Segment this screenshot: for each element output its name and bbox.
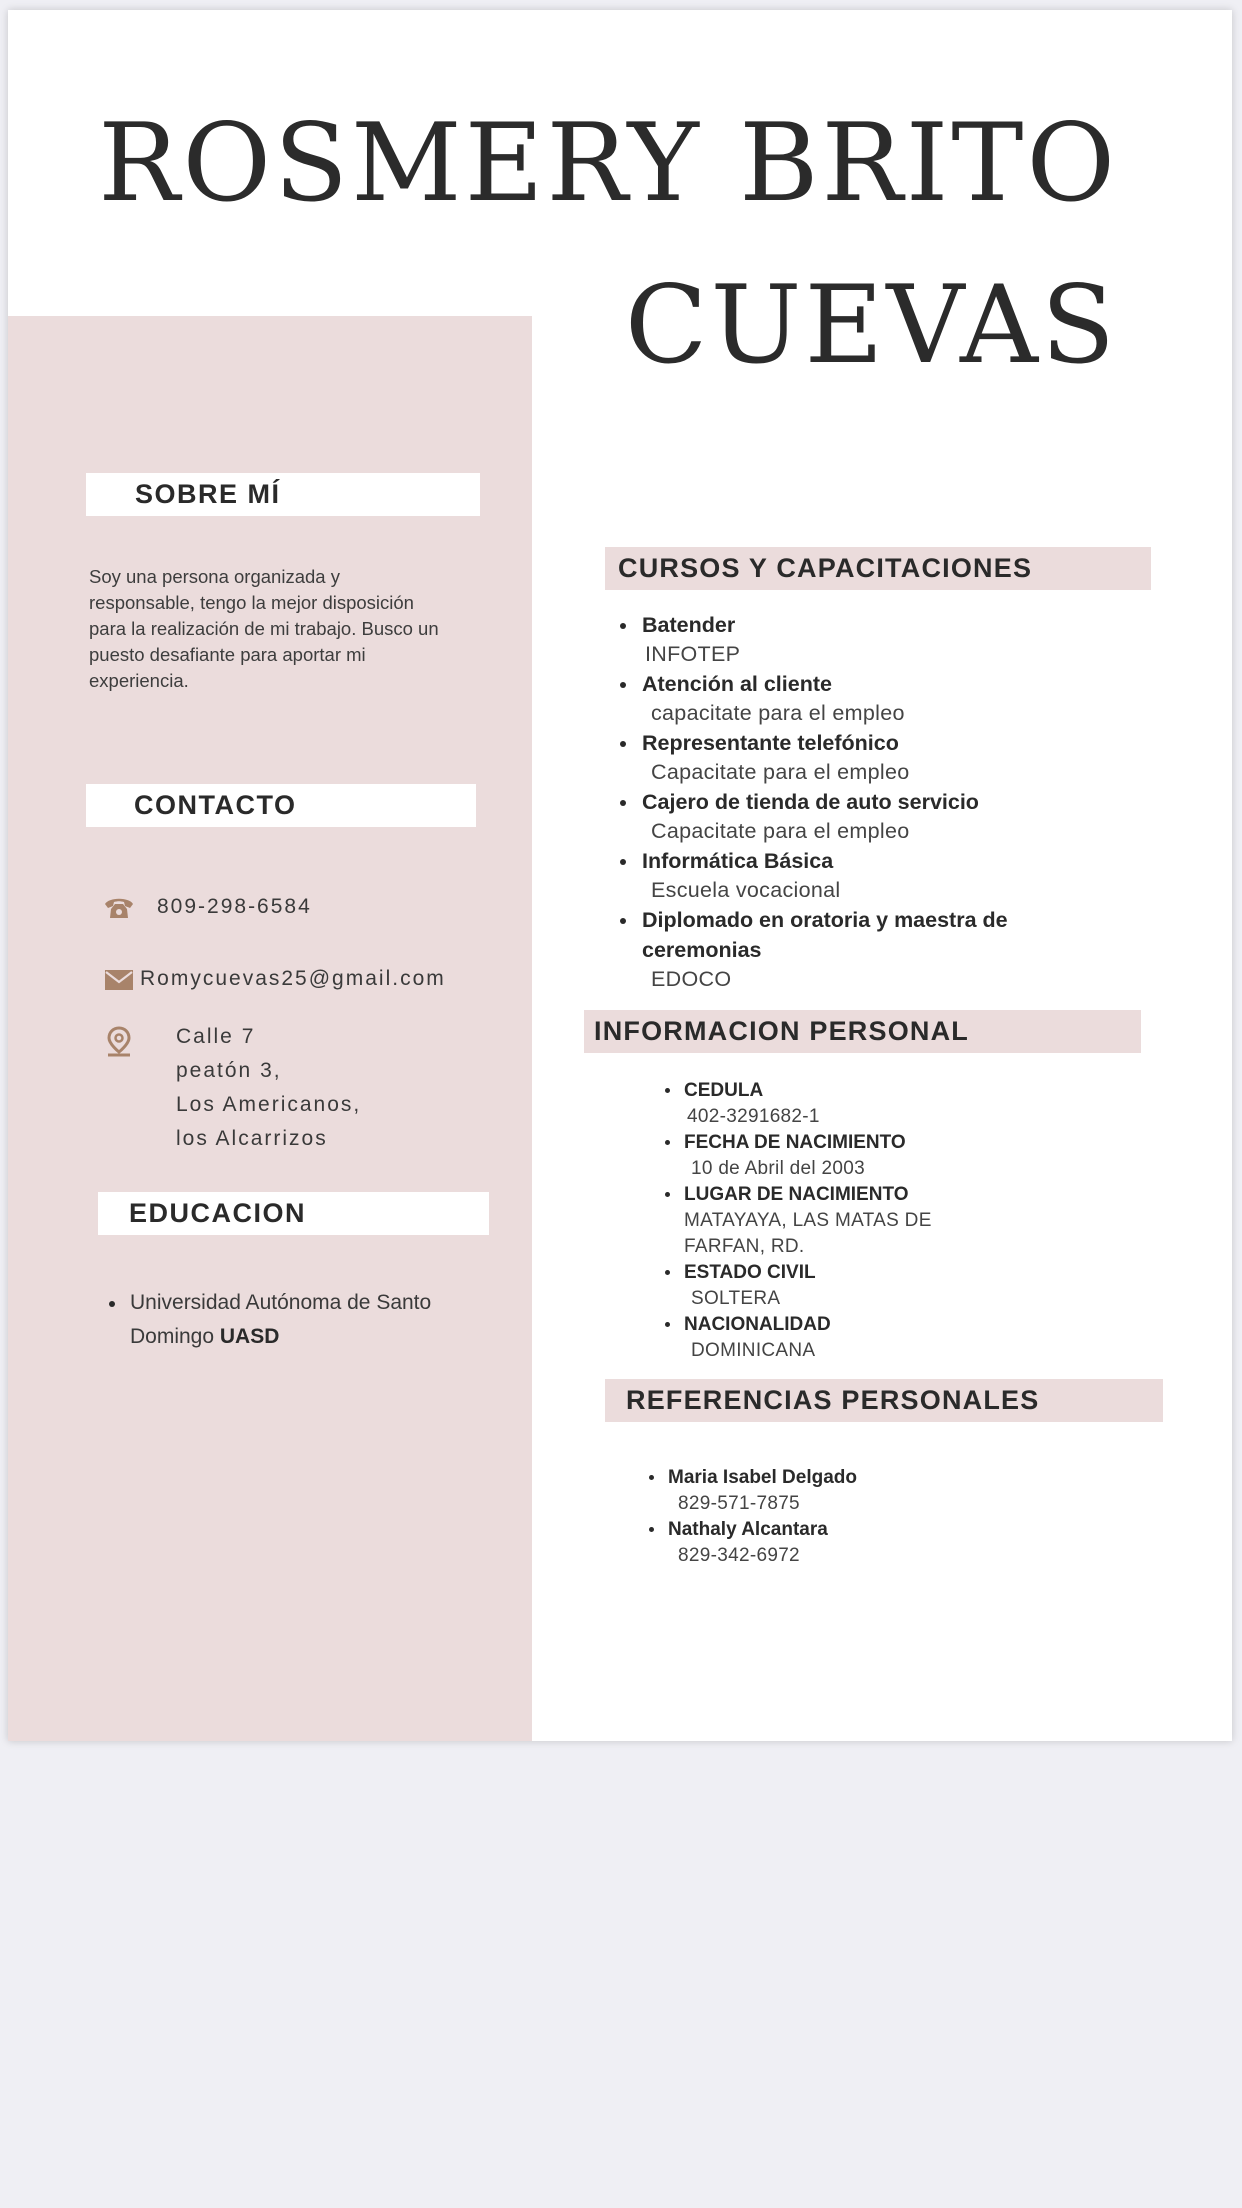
personal-info-heading: INFORMACION PERSONAL xyxy=(584,1010,1141,1053)
course-subtitle: EDOCO xyxy=(651,967,732,991)
personal-info-value: MATAYAYA, LAS MATAS DE FARFAN, RD. xyxy=(684,1210,932,1257)
address-line: los Alcarrizos xyxy=(176,1127,328,1150)
address-line: Los Americanos, xyxy=(176,1093,362,1116)
course-title: Atención al cliente xyxy=(642,672,832,696)
education-bold: UASD xyxy=(219,1325,280,1348)
course-title: Cajero de tienda de auto servicio xyxy=(642,790,979,814)
education-heading: EDUCACION xyxy=(98,1192,489,1235)
about-text: Soy una persona organizada y responsable, tengo la mejor disposición para la realización de mi trabajo. Busco un puesto desafiante para aportar mi experiencia. xyxy=(89,566,439,691)
course-title: Diplomado en oratoria y maestra de ceremonias xyxy=(642,908,1008,962)
education-list xyxy=(98,1286,458,1354)
contact-address xyxy=(176,1020,361,1156)
personal-info-item xyxy=(658,1182,1018,1260)
personal-info-item xyxy=(658,1130,1018,1182)
name-line-1: ROSMERY BRITO xyxy=(98,101,1118,226)
courses-list xyxy=(612,610,1172,994)
course-item xyxy=(612,669,1172,728)
personal-info-label: CEDULA xyxy=(684,1080,764,1101)
address-line: peatón 3, xyxy=(176,1059,282,1082)
references-heading: REFERENCIAS PERSONALES xyxy=(605,1379,1163,1422)
course-item xyxy=(612,905,1172,994)
reference-item xyxy=(642,1465,1002,1517)
courses-heading: CURSOS Y CAPACITACIONES xyxy=(605,547,1151,590)
education-text: Universidad Autónoma de Santo Domingo xyxy=(130,1291,432,1348)
course-item xyxy=(612,610,1172,669)
reference-name: Nathaly Alcantara xyxy=(668,1519,828,1540)
course-title: Batender xyxy=(642,613,736,637)
course-title: Representante telefónico xyxy=(642,731,899,755)
course-subtitle: Capacitate para el empleo xyxy=(651,819,910,843)
course-title: Informática Básica xyxy=(642,849,834,873)
resume-page xyxy=(8,10,1232,1741)
address-line: Calle 7 xyxy=(176,1025,256,1048)
contact-email-row xyxy=(101,962,446,998)
course-subtitle: capacitate para el empleo xyxy=(651,701,905,725)
reference-phone: 829-571-7875 xyxy=(678,1493,800,1514)
name-line-2: CUEVAS xyxy=(624,263,1118,388)
education-item xyxy=(98,1286,458,1354)
personal-info-value: 10 de Abril del 2003 xyxy=(691,1158,865,1179)
course-item xyxy=(612,846,1172,905)
phone-icon xyxy=(101,890,137,926)
course-subtitle: INFOTEP xyxy=(645,642,741,666)
personal-info-label: FECHA DE NACIMIENTO xyxy=(684,1132,906,1153)
course-subtitle: Capacitate para el empleo xyxy=(651,760,910,784)
course-subtitle: Escuela vocacional xyxy=(651,878,841,902)
envelope-icon xyxy=(101,962,137,998)
personal-info-item xyxy=(658,1312,1018,1364)
references-list xyxy=(642,1465,1002,1569)
personal-info-item xyxy=(658,1078,1018,1130)
personal-info-list xyxy=(658,1078,1018,1364)
contact-phone[interactable]: 809-298-6584 xyxy=(157,895,312,918)
personal-info-value: 402-3291682-1 xyxy=(687,1106,820,1127)
contact-email[interactable]: Romycuevas25@gmail.com xyxy=(140,967,446,990)
contact-heading: CONTACTO xyxy=(86,784,476,827)
personal-info-item xyxy=(658,1260,1018,1312)
personal-info-label: NACIONALIDAD xyxy=(684,1314,831,1335)
about-heading: SOBRE MÍ xyxy=(86,473,480,516)
contact-address-row xyxy=(101,1020,361,1156)
contact-phone-row xyxy=(101,890,312,926)
personal-info-value: DOMINICANA xyxy=(691,1340,816,1361)
reference-item xyxy=(642,1517,1002,1569)
course-item xyxy=(612,728,1172,787)
personal-info-label: ESTADO CIVIL xyxy=(684,1262,816,1283)
personal-info-label: LUGAR DE NACIMIENTO xyxy=(684,1184,909,1205)
course-item xyxy=(612,787,1172,846)
personal-info-value: SOLTERA xyxy=(691,1288,781,1309)
reference-name: Maria Isabel Delgado xyxy=(668,1467,858,1488)
location-pin-icon xyxy=(101,1024,137,1060)
reference-phone: 829-342-6972 xyxy=(678,1545,800,1566)
